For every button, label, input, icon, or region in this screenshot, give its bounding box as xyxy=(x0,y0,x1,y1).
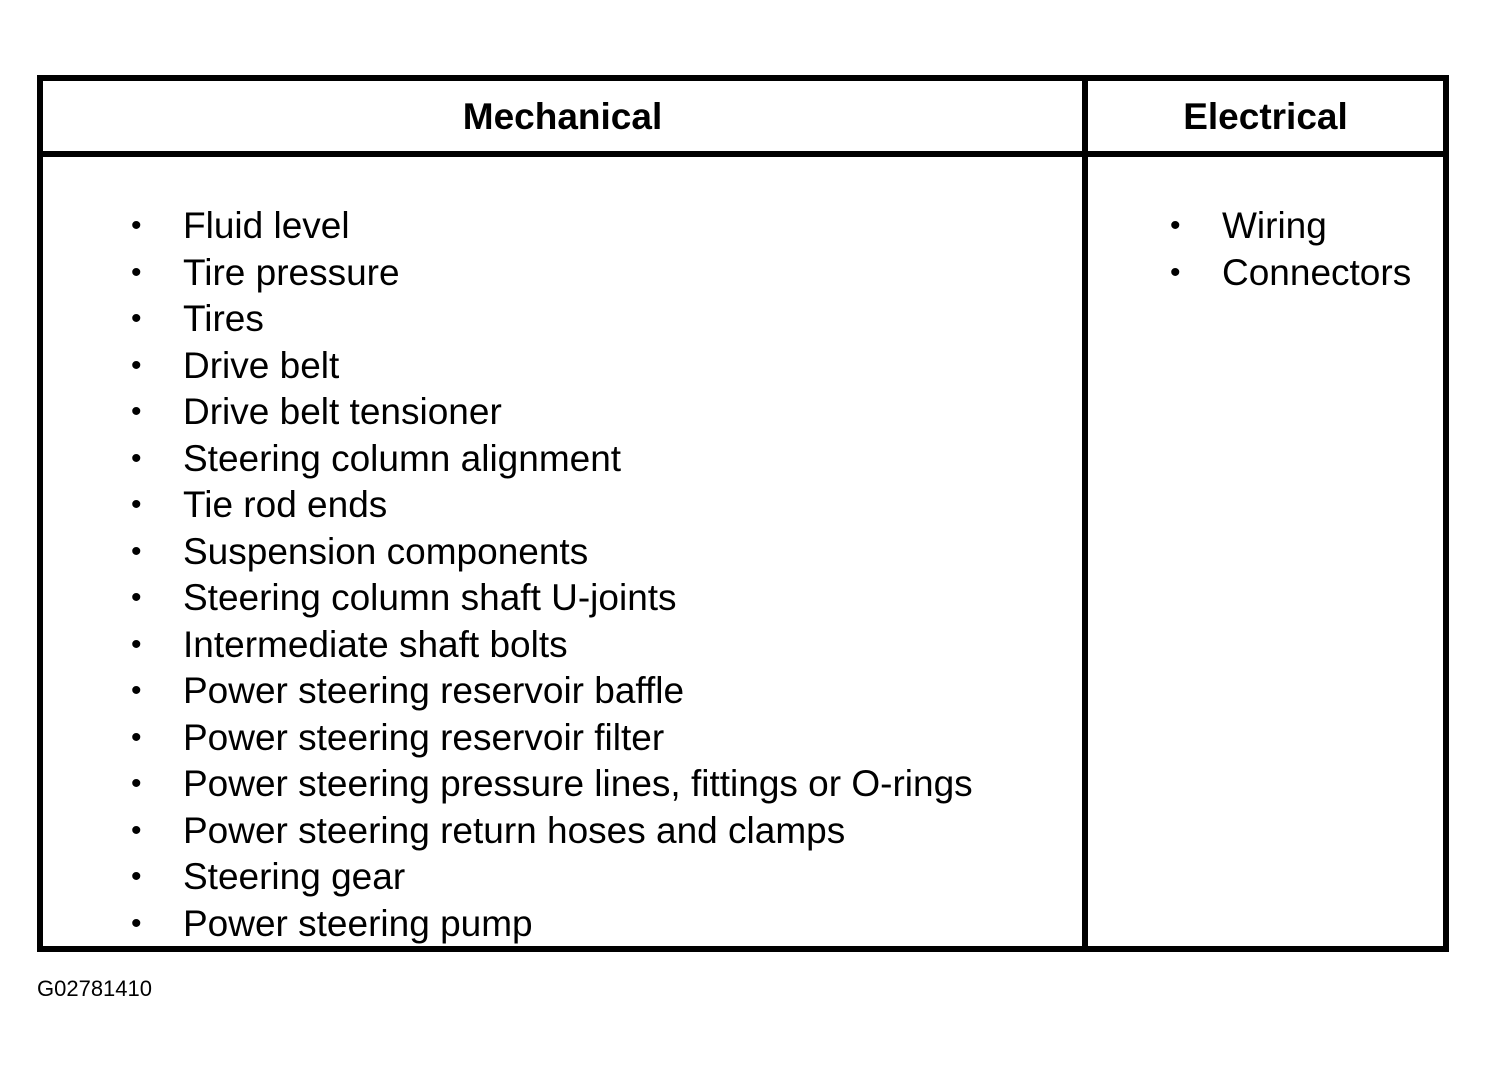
list-item xyxy=(131,715,973,762)
header-electrical: Electrical xyxy=(1183,96,1348,137)
list-item xyxy=(1170,203,1411,250)
list-item-label: Steering gear xyxy=(183,856,406,897)
bullet-icon: • xyxy=(131,255,142,289)
header-mechanical: Mechanical xyxy=(462,96,663,137)
bullet-icon: • xyxy=(131,534,142,568)
bullet-icon: • xyxy=(131,488,142,521)
list-item-label: Drive belt tensioner xyxy=(183,391,502,432)
column-divider xyxy=(1082,81,1088,946)
list-item xyxy=(131,901,973,948)
bullet-icon: • xyxy=(1170,209,1181,242)
list-item xyxy=(131,808,973,855)
bullet-icon: • xyxy=(131,674,142,707)
list-item-label: Drive belt xyxy=(183,344,340,386)
bullet-icon: • xyxy=(131,860,142,893)
bullet-icon: • xyxy=(131,441,142,475)
list-item-label: Power steering pressure lines, fittings or O-rings xyxy=(183,763,973,804)
figure-id: G02781410 xyxy=(37,976,152,1001)
bullet-icon: • xyxy=(131,813,142,847)
list-item-label: Suspension components xyxy=(183,530,589,572)
list-item-label: Wiring xyxy=(1222,205,1327,246)
bullet-icon: • xyxy=(131,302,142,335)
table-header-row xyxy=(43,81,1443,157)
list-item-label: Steering column alignment xyxy=(183,437,622,479)
list-item xyxy=(131,436,973,483)
list-item-label: Tires xyxy=(183,298,264,339)
list-item xyxy=(131,296,973,343)
list-item-label: Steering column shaft U-joints xyxy=(183,577,677,618)
bullet-icon: • xyxy=(131,348,142,382)
inspection-table xyxy=(37,75,1449,952)
list-item-label: Tie rod ends xyxy=(183,484,388,525)
list-item xyxy=(131,250,973,297)
bullet-icon: • xyxy=(131,581,142,614)
list-item-label: Connectors xyxy=(1222,251,1412,293)
bullet-icon: • xyxy=(131,906,142,940)
list-item xyxy=(131,622,973,669)
list-item xyxy=(131,203,973,250)
bullet-icon: • xyxy=(131,720,142,754)
bullet-icon: • xyxy=(131,395,142,428)
list-item xyxy=(131,389,973,436)
list-item-label: Power steering pump xyxy=(183,902,533,944)
bullet-icon: • xyxy=(1170,255,1181,289)
list-item xyxy=(131,482,973,529)
list-item xyxy=(131,529,973,576)
list-item-label: Power steering return hoses and clamps xyxy=(183,809,846,851)
list-item xyxy=(131,343,973,390)
bullet-icon: • xyxy=(131,627,142,661)
list-item xyxy=(131,761,973,808)
list-item xyxy=(1170,250,1411,297)
list-item-label: Power steering reservoir baffle xyxy=(183,670,685,711)
list-item xyxy=(131,854,973,901)
list-item-label: Intermediate shaft bolts xyxy=(183,623,568,665)
mechanical-list xyxy=(131,203,973,947)
bullet-icon: • xyxy=(131,209,142,242)
list-item-label: Fluid level xyxy=(183,205,350,246)
electrical-list xyxy=(1170,203,1411,296)
list-item xyxy=(131,575,973,622)
list-item-label: Tire pressure xyxy=(183,251,400,293)
list-item-label: Power steering reservoir filter xyxy=(183,716,665,758)
list-item xyxy=(131,668,973,715)
bullet-icon: • xyxy=(131,767,142,800)
